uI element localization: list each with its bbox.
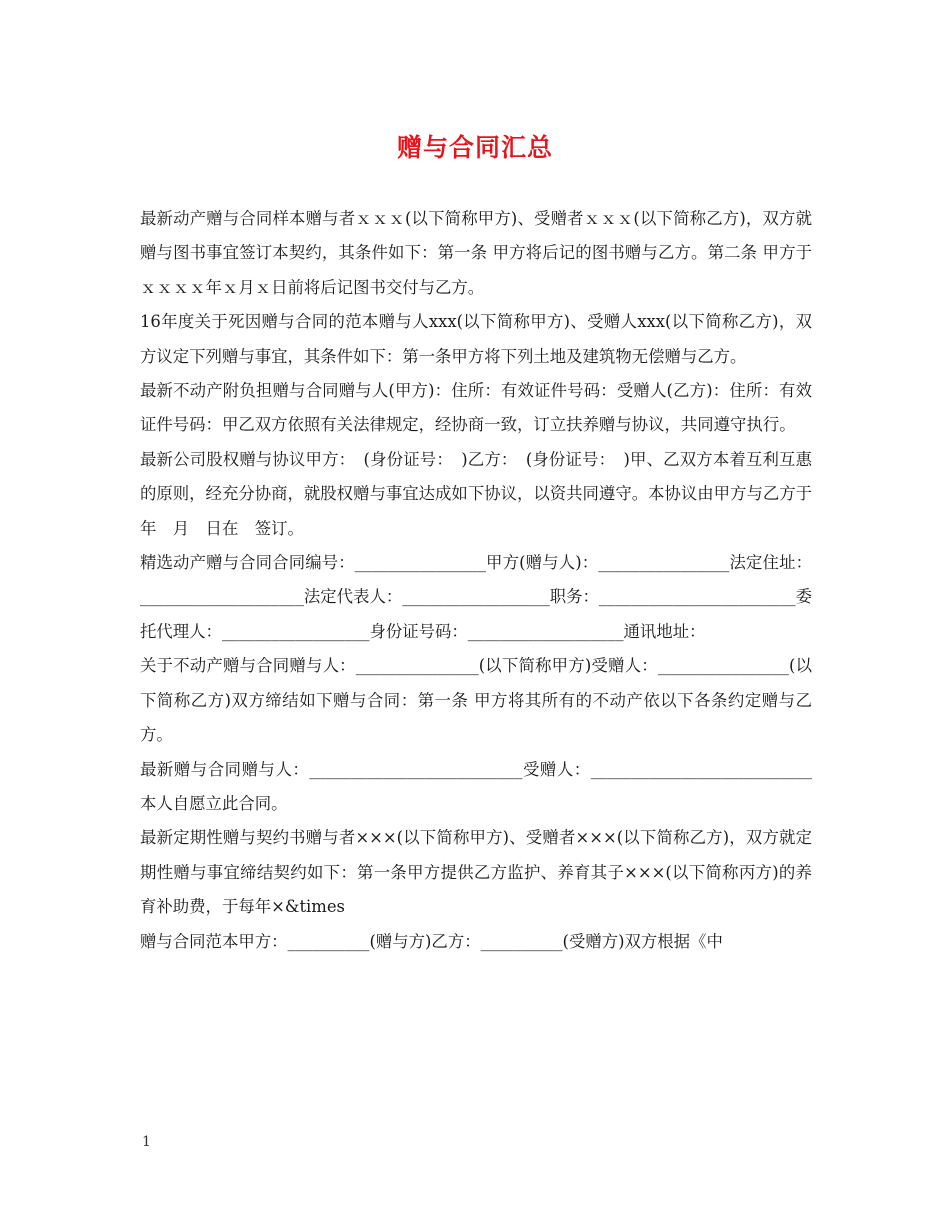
paragraph-periodic-gift-deed: 最新定期性赠与契约书赠与者×××(以下简称甲方)、受赠者×××(以下简称乙方)，双方就定期性赠与事宜缔结契约如下：第一条甲方提供乙方监护、养育其子×××(以下简称丙方)的养育补助费，于每年×&times	[140, 828, 812, 917]
paragraph-selected-movable-gift: 精选动产赠与合同合同编号：________________甲方(赠与人)：________________法定住址：____________________法定代表人：__________________职务：________________________委托代理人：__________________身份证号码：___________________通讯地址：	[140, 553, 813, 641]
document-body	[140, 202, 829, 959]
page-number: 1	[142, 1134, 151, 1150]
paragraph-real-estate-burden-gift: 最新不动产附负担赠与合同赠与人(甲方)：住所：有效证件号码：受赠人(乙方)：住所：有效证件号码：甲乙双方依照有关法律规定，经协商一致，订立扶养赠与协议，共同遵守执行。	[140, 381, 812, 435]
paragraph-gift-contract-template: 赠与合同范本甲方：__________(赠与方)乙方：__________(受赠方)双方根据《中	[140, 931, 723, 951]
paragraph-death-gift-contract: 16年度关于死因赠与合同的范本赠与人xxx(以下简称甲方)、受赠人xxx(以下简称乙方)，双方议定下列赠与事宜，其条件如下：第一条甲方将下列土地及建筑物无偿赠与乙方。	[140, 312, 812, 366]
paragraph-equity-gift-agreement: 最新公司股权赠与协议甲方： (身份证号： )乙方： (身份证号： )甲、乙双方本着互利互惠的原则，经充分协商，就股权赠与事宜达成如下协议，以资共同遵守。本协议由甲方与乙方于 年 月 日在 签订。	[140, 449, 829, 538]
document-title: 赠与合同汇总	[396, 133, 553, 162]
paragraph-real-estate-gift: 关于不动产赠与合同赠与人：_______________(以下简称甲方)受赠人：________________(以下简称乙方)双方缔结如下赠与合同：第一条 甲方将其所有的不动产依以下各条约定赠与乙方。	[140, 656, 812, 745]
paragraph-movable-gift-contract: 最新动产赠与合同样本赠与者ｘｘｘ(以下简称甲方)、受赠者ｘｘｘ(以下简称乙方)，双方就赠与图书事宜签订本契约，其条件如下：第一条 甲方将后记的图书赠与乙方。第二条 甲方于ｘｘｘｘ年ｘ月ｘ日前将后记图书交付与乙方。	[140, 209, 812, 297]
paragraph-latest-gift-contract: 最新赠与合同赠与人：__________________________受赠人：___________________________本人自愿立此合同。	[140, 759, 812, 813]
